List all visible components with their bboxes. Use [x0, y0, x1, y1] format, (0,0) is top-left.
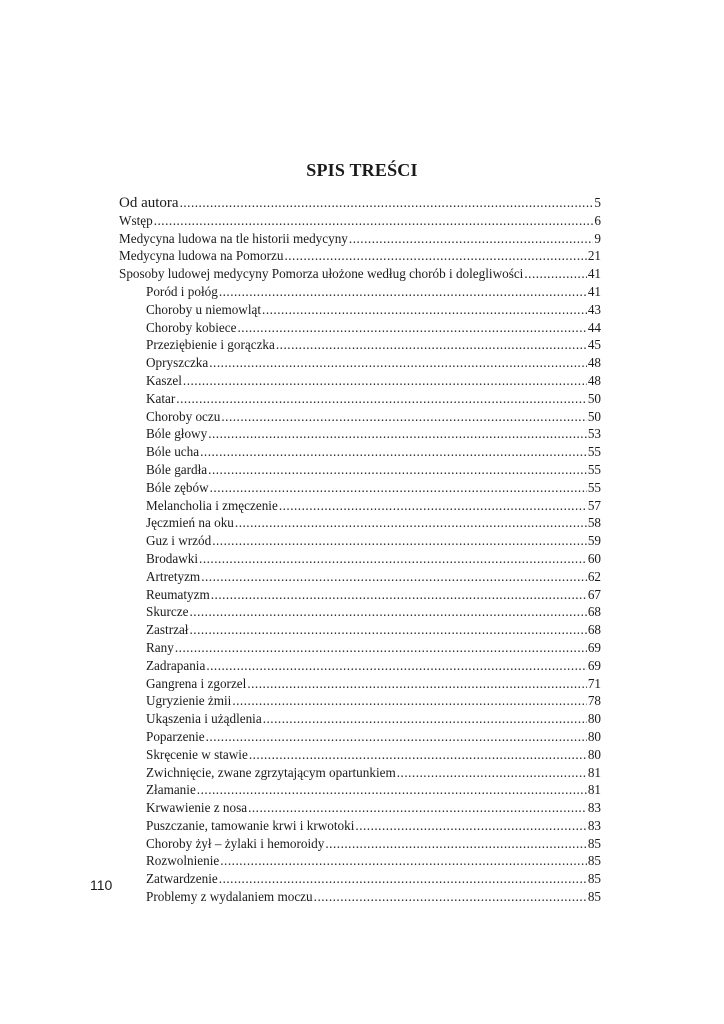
toc-entry-page: 85 — [587, 835, 601, 851]
toc-entry-page: 48 — [587, 355, 601, 371]
toc-entry-page: 80 — [587, 746, 601, 762]
toc-entry-page: 85 — [587, 889, 601, 905]
dot-leader — [183, 372, 587, 390]
dot-leader — [325, 835, 586, 853]
toc-entry-label: Poparzenie — [146, 728, 205, 744]
page-number: 110 — [90, 877, 113, 893]
dot-leader — [200, 443, 587, 461]
toc-entry-label: Problemy z wydalaniem moczu — [146, 889, 313, 905]
toc-entry-page: 53 — [587, 426, 601, 442]
dot-leader — [176, 390, 587, 408]
toc-entry-label: Gangrena i zgorzel — [146, 675, 247, 691]
toc-entry-label: Wstęp — [119, 212, 153, 228]
toc-entry-page: 6 — [594, 212, 601, 228]
toc-entry-page: 62 — [587, 568, 601, 584]
toc-entry-label: Skurcze — [146, 604, 189, 620]
toc-entry-page: 71 — [587, 675, 601, 691]
toc-entry — [119, 336, 601, 354]
dot-leader — [199, 550, 587, 568]
toc-entry — [119, 194, 601, 212]
toc-entry-page: 60 — [587, 550, 601, 566]
dot-leader — [279, 497, 587, 515]
table-of-contents — [119, 194, 601, 906]
dot-leader — [248, 799, 587, 817]
toc-entry-page: 58 — [587, 515, 601, 531]
dot-leader — [355, 817, 586, 835]
dot-leader — [211, 586, 587, 604]
toc-entry-label: Zwichnięcie, zwane zgrzytającym opartunkiem — [146, 764, 396, 780]
toc-entry-label: Bóle głowy — [146, 426, 208, 442]
dot-leader — [263, 710, 587, 728]
toc-entry-label: Choroby oczu — [146, 408, 221, 424]
toc-entry — [119, 283, 601, 301]
toc-entry — [119, 603, 601, 621]
toc-entry — [119, 764, 601, 782]
toc-entry-page: 85 — [587, 853, 601, 869]
toc-entry-label: Od autora — [119, 195, 179, 211]
toc-entry-page: 9 — [594, 230, 601, 246]
toc-entry-label: Katar — [146, 390, 176, 406]
toc-entry — [119, 461, 601, 479]
page-title: SPIS TREŚCI — [306, 160, 418, 180]
toc-entry — [119, 639, 601, 657]
toc-entry-page: 50 — [587, 390, 601, 406]
toc-entry-label: Brodawki — [146, 550, 199, 566]
toc-entry-label: Bóle zębów — [146, 479, 209, 495]
toc-entry-label: Choroby żył – żylaki i hemoroidy — [146, 835, 325, 851]
toc-entry — [119, 728, 601, 746]
toc-entry-page: 50 — [587, 408, 601, 424]
dot-leader — [212, 532, 587, 550]
dot-leader — [219, 870, 587, 888]
dot-leader — [235, 514, 587, 532]
toc-entry-label: Poród i połóg — [146, 283, 218, 299]
toc-entry-page: 85 — [587, 871, 601, 887]
toc-entry-page: 55 — [587, 461, 601, 477]
toc-entry — [119, 497, 601, 515]
toc-entry — [119, 817, 601, 835]
toc-entry-label: Jęczmień na oku — [146, 515, 234, 531]
toc-entry-page: 68 — [587, 604, 601, 620]
toc-entry — [119, 550, 601, 568]
toc-entry — [119, 247, 601, 265]
toc-entry — [119, 852, 601, 870]
dot-leader — [262, 301, 587, 319]
dot-leader — [232, 692, 586, 710]
toc-entry-page: 81 — [587, 782, 601, 798]
toc-entry-page: 83 — [587, 817, 601, 833]
toc-entry-label: Zatwardzenie — [146, 871, 218, 887]
toc-entry-label: Puszczanie, tamowanie krwi i krwotoki — [146, 817, 355, 833]
toc-entry — [119, 265, 601, 283]
toc-entry — [119, 657, 601, 675]
toc-entry-label: Bóle ucha — [146, 444, 200, 460]
toc-entry-page: 78 — [587, 693, 601, 709]
toc-entry-label: Kaszel — [146, 372, 182, 388]
dot-leader — [397, 764, 587, 782]
toc-entry — [119, 621, 601, 639]
toc-entry-label: Krwawienie z nosa — [146, 800, 248, 816]
dot-leader — [349, 230, 594, 248]
toc-entry-page: 67 — [587, 586, 601, 602]
toc-entry-page: 44 — [587, 319, 601, 335]
toc-entry — [119, 675, 601, 693]
toc-entry — [119, 372, 601, 390]
toc-entry — [119, 230, 601, 248]
toc-entry-page: 69 — [587, 657, 601, 673]
toc-entry-label: Choroby kobiece — [146, 319, 237, 335]
toc-entry-page: 45 — [587, 337, 601, 353]
dot-leader — [180, 194, 594, 212]
toc-entry — [119, 390, 601, 408]
toc-entry-label: Ukąszenia i użądlenia — [146, 711, 262, 727]
dot-leader — [208, 425, 587, 443]
toc-entry-label: Opryszczka — [146, 355, 209, 371]
dot-leader — [201, 568, 587, 586]
toc-entry — [119, 692, 601, 710]
toc-entry — [119, 319, 601, 337]
toc-entry-label: Medycyna ludowa na Pomorzu — [119, 248, 284, 264]
dot-leader — [284, 247, 586, 265]
toc-entry-page: 80 — [587, 711, 601, 727]
toc-entry-page: 5 — [594, 195, 601, 210]
toc-entry — [119, 799, 601, 817]
toc-entry-label: Rozwolnienie — [146, 853, 220, 869]
toc-entry-page: 59 — [587, 533, 601, 549]
toc-entry-page: 69 — [587, 639, 601, 655]
toc-entry — [119, 781, 601, 799]
dot-leader — [209, 354, 587, 372]
dot-leader — [210, 479, 587, 497]
toc-entry-page: 83 — [587, 800, 601, 816]
toc-entry-label: Choroby u niemowląt — [146, 301, 262, 317]
toc-entry-page: 41 — [587, 266, 601, 282]
toc-entry — [119, 425, 601, 443]
dot-leader — [247, 675, 586, 693]
toc-entry — [119, 888, 601, 906]
dot-leader — [206, 728, 587, 746]
dot-leader — [221, 408, 586, 426]
toc-entry — [119, 710, 601, 728]
toc-entry-label: Ugryzienie żmii — [146, 693, 232, 709]
toc-entry-page: 80 — [587, 728, 601, 744]
toc-entry-label: Melancholia i zmęczenie — [146, 497, 278, 513]
toc-entry-label: Zadrapania — [146, 657, 206, 673]
toc-entry — [119, 835, 601, 853]
toc-entry-page: 68 — [587, 622, 601, 638]
dot-leader — [314, 888, 587, 906]
toc-entry-page: 55 — [587, 479, 601, 495]
dot-leader — [249, 746, 587, 764]
dot-leader — [206, 657, 587, 675]
dot-leader — [220, 852, 587, 870]
dot-leader — [197, 781, 587, 799]
toc-entry-page: 21 — [587, 248, 601, 264]
toc-entry — [119, 746, 601, 764]
toc-entry — [119, 301, 601, 319]
dot-leader — [175, 639, 587, 657]
dot-leader — [208, 461, 587, 479]
toc-entry-label: Bóle gardła — [146, 461, 208, 477]
dot-leader — [189, 603, 586, 621]
dot-leader — [189, 621, 586, 639]
toc-entry-page: 48 — [587, 372, 601, 388]
toc-entry-label: Zastrzał — [146, 622, 189, 638]
toc-entry — [119, 514, 601, 532]
dot-leader — [219, 283, 587, 301]
toc-entry — [119, 479, 601, 497]
toc-entry-page: 81 — [587, 764, 601, 780]
toc-entry-page: 41 — [587, 283, 601, 299]
toc-entry — [119, 532, 601, 550]
toc-entry-label: Przeziębienie i gorączka — [146, 337, 275, 353]
toc-entry-label: Guz i wrzód — [146, 533, 212, 549]
toc-entry — [119, 568, 601, 586]
dot-leader — [237, 319, 586, 337]
dot-leader — [154, 212, 594, 230]
toc-entry-label: Złamanie — [146, 782, 196, 798]
toc-entry-page: 57 — [587, 497, 601, 513]
dot-leader — [276, 336, 587, 354]
toc-entry — [119, 212, 601, 230]
toc-entry-label: Rany — [146, 639, 174, 655]
toc-entry-page: 43 — [587, 301, 601, 317]
toc-entry-label: Sposoby ludowej medycyny Pomorza ułożone według chorób i dolegliwości — [119, 266, 524, 282]
toc-entry-page: 55 — [587, 444, 601, 460]
toc-entry-label: Artretyzm — [146, 568, 201, 584]
toc-entry-label: Medycyna ludowa na tle historii medycyny — [119, 230, 348, 246]
toc-entry — [119, 870, 601, 888]
toc-entry — [119, 354, 601, 372]
toc-entry — [119, 586, 601, 604]
toc-entry-label: Reumatyzm — [146, 586, 210, 602]
toc-entry-label: Skręcenie w stawie — [146, 746, 248, 762]
toc-entry — [119, 408, 601, 426]
dot-leader — [524, 265, 586, 283]
toc-entry — [119, 443, 601, 461]
